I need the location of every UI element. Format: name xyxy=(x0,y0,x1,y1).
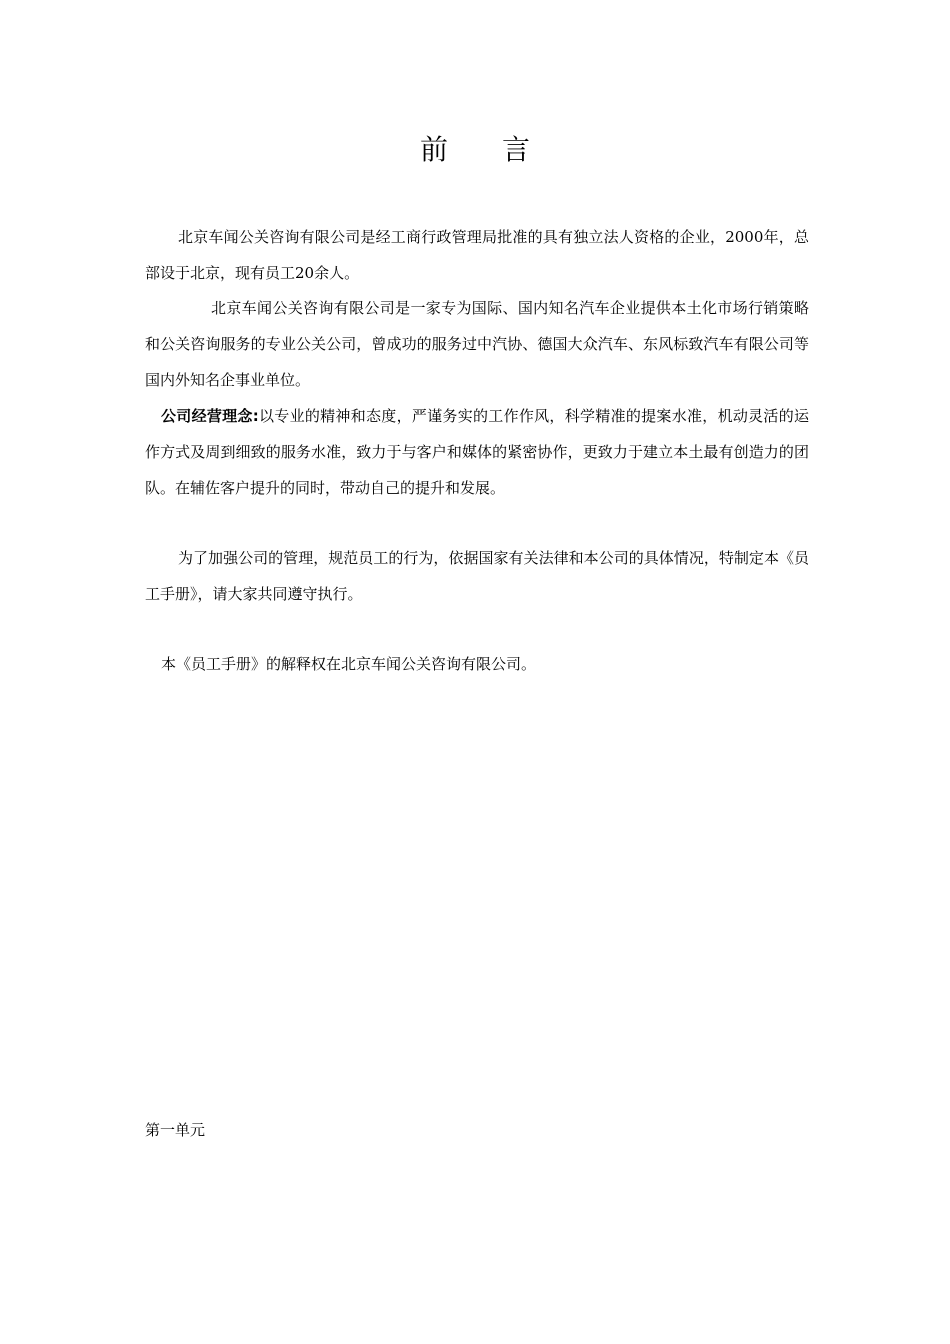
services-paragraph: 北京车闻公关咨询有限公司是一家专为国际、国内知名汽车企业提供本土化市场行销策略和公关咨询服务的专业公关公司，曾成功的服务过中汽协、德国大众汽车、东风标致汽车有限公司等国内外知名企事业单位。 xyxy=(145,299,809,389)
interpretation-paragraph: 本《员工手册》的解释权在北京车闻公关咨询有限公司。 xyxy=(161,655,537,673)
page-title: 前言 xyxy=(419,133,584,166)
intro-paragraph: 北京车闻公关咨询有限公司是经工商行政管理局批准的具有独立法人资格的企业，2000年，总部设于北京，现有员工20余人。 xyxy=(145,228,809,282)
philosophy-body: 以专业的精神和态度，严谨务实的工作作风，科学精准的提案水准，机动灵活的运作方式及周到细致的服务水准，致力于与客户和媒体的紧密协作，更致力于建立本土最有创造力的团队。在辅佐客户提升的同时，带动自己的提升和发展。 xyxy=(145,407,809,497)
philosophy-paragraph xyxy=(145,398,809,506)
section-heading: 第一单元 xyxy=(145,1121,206,1139)
philosophy-label: 公司经营理念: xyxy=(161,407,259,425)
purpose-paragraph: 为了加强公司的管理，规范员工的行为，依据国家有关法律和本公司的具体情况，特制定本《员工手册》，请大家共同遵守执行。 xyxy=(145,549,809,603)
